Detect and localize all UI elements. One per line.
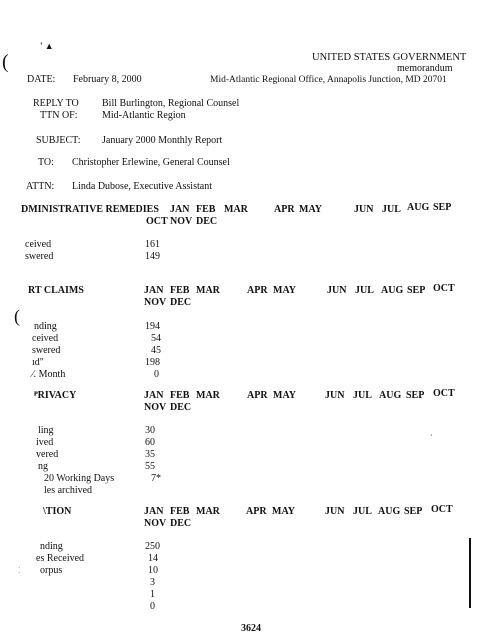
row-label: swered: [32, 345, 61, 356]
ttn-label: TTN OF:: [40, 110, 78, 121]
month-header: AUG: [381, 285, 404, 296]
section-title: \TION: [43, 506, 72, 517]
row-value: 250: [145, 541, 160, 552]
month-header: JUL: [382, 204, 401, 215]
month-header: AUG: [378, 506, 401, 517]
month-header: FEB: [196, 204, 216, 215]
month-header: JAN: [144, 506, 164, 517]
stray-mark: ' ▲: [40, 41, 54, 51]
month-header: APR: [247, 390, 268, 401]
month-header: SEP: [404, 506, 423, 517]
month-header: OCT: [146, 216, 168, 227]
month-header: MAY: [273, 285, 296, 296]
row-label: ceived: [25, 239, 52, 250]
reply-to-value: Bill Burlington, Regional Counsel: [102, 98, 240, 109]
row-value: 0: [150, 601, 155, 612]
row-value: 7*: [151, 473, 161, 484]
month-header: APR: [246, 506, 267, 517]
month-header: FEB: [170, 390, 190, 401]
row-label: ived: [36, 437, 54, 448]
month-header: MAR: [196, 390, 220, 401]
month-header: JUN: [325, 390, 345, 401]
attn-value: Linda Dubose, Executive Assistant: [72, 181, 212, 192]
date-label: DATE:: [27, 74, 56, 85]
row-value: 149: [145, 251, 160, 262]
month-header: SEP: [407, 285, 426, 296]
month-header: DEC: [170, 297, 192, 308]
row-label: orpus: [40, 565, 63, 576]
to-label: TO:: [38, 157, 54, 168]
row-label: les archived: [44, 485, 93, 496]
row-label: nding: [34, 321, 57, 332]
month-header: JUN: [327, 285, 347, 296]
row-value: 45: [151, 345, 161, 356]
org-name: UNITED STATES GOVERNMENT: [312, 52, 467, 63]
month-header: MAR: [196, 506, 220, 517]
section-title: DMINISTRATIVE REMEDIES: [21, 204, 159, 215]
left-edge-bracket: (: [14, 306, 20, 326]
month-header: MAY: [299, 204, 322, 215]
month-header: MAY: [272, 506, 295, 517]
row-value: 14: [148, 553, 158, 564]
row-value: 1: [150, 589, 155, 600]
month-header: APR: [274, 204, 295, 215]
month-header: OCT: [431, 504, 453, 515]
month-header: NOV: [170, 216, 193, 227]
row-label: swered: [25, 251, 54, 262]
month-header: JAN: [170, 204, 190, 215]
scan-dot: ·: [430, 431, 433, 440]
office-address: Mid-Atlantic Regional Office, Annapolis Junction, MD 20701: [210, 75, 447, 85]
month-header: NOV: [144, 518, 167, 529]
date-value: February 8, 2000: [73, 74, 142, 85]
row-value: 3: [150, 577, 155, 588]
row-value: 60: [145, 437, 155, 448]
month-header: JUL: [353, 506, 372, 517]
section-title: ᴾRIVACY: [34, 390, 77, 401]
row-label: ıd": [32, 357, 44, 368]
row-value: 161: [145, 239, 160, 250]
margin-line: [469, 538, 471, 608]
month-header: JUL: [355, 285, 374, 296]
month-header: MAY: [273, 390, 296, 401]
row-label: ling: [38, 425, 54, 436]
month-header: DEC: [196, 216, 218, 227]
month-header: FEB: [170, 506, 190, 517]
month-header: SEP: [406, 390, 425, 401]
row-value: 54: [151, 333, 161, 344]
month-header: JUL: [353, 390, 372, 401]
row-value: 35: [145, 449, 155, 460]
month-header: SEP: [433, 202, 452, 213]
month-header: MAR: [224, 204, 248, 215]
month-header: OCT: [433, 283, 455, 294]
month-header: AUG: [407, 202, 430, 213]
left-edge-bracket: (: [2, 51, 9, 73]
month-header: AUG: [379, 390, 402, 401]
row-label: vered: [36, 449, 59, 460]
row-value: 10: [148, 565, 158, 576]
reply-to-label: REPLY TO: [33, 98, 79, 109]
month-header: APR: [247, 285, 268, 296]
row-label: 20 Working Days: [44, 473, 115, 484]
row-label: ceived: [32, 333, 59, 344]
month-header: FEB: [170, 285, 190, 296]
row-value: 198: [145, 357, 160, 368]
row-label: ⁄. Month: [32, 369, 66, 380]
row-value: 30: [145, 425, 155, 436]
month-header: MAR: [196, 285, 220, 296]
row-label: nding: [40, 541, 63, 552]
month-header: DEC: [170, 402, 192, 413]
month-header: JUN: [325, 506, 345, 517]
scan-dot: ⁚: [18, 566, 21, 575]
month-header: NOV: [144, 402, 167, 413]
subject-value: January 2000 Monthly Report: [102, 135, 223, 146]
month-header: JAN: [144, 390, 164, 401]
section-title: RT CLAIMS: [28, 285, 84, 296]
month-header: JUN: [354, 204, 374, 215]
month-header: DEC: [170, 518, 192, 529]
subject-label: SUBJECT:: [36, 135, 81, 146]
month-header: JAN: [144, 285, 164, 296]
month-header: OCT: [433, 388, 455, 399]
ttn-value: Mid-Atlantic Region: [102, 110, 186, 121]
to-value: Christopher Erlewine, General Counsel: [72, 157, 230, 168]
page-number: 3624: [241, 623, 261, 634]
row-label: es Received: [36, 553, 85, 564]
doc-type: memorandum: [397, 63, 453, 74]
row-value: 194: [145, 321, 160, 332]
row-label: ng: [38, 461, 48, 472]
row-value: 55: [145, 461, 155, 472]
row-value: 0: [154, 369, 159, 380]
month-header: NOV: [144, 297, 167, 308]
attn-label: ATTN:: [26, 181, 55, 192]
